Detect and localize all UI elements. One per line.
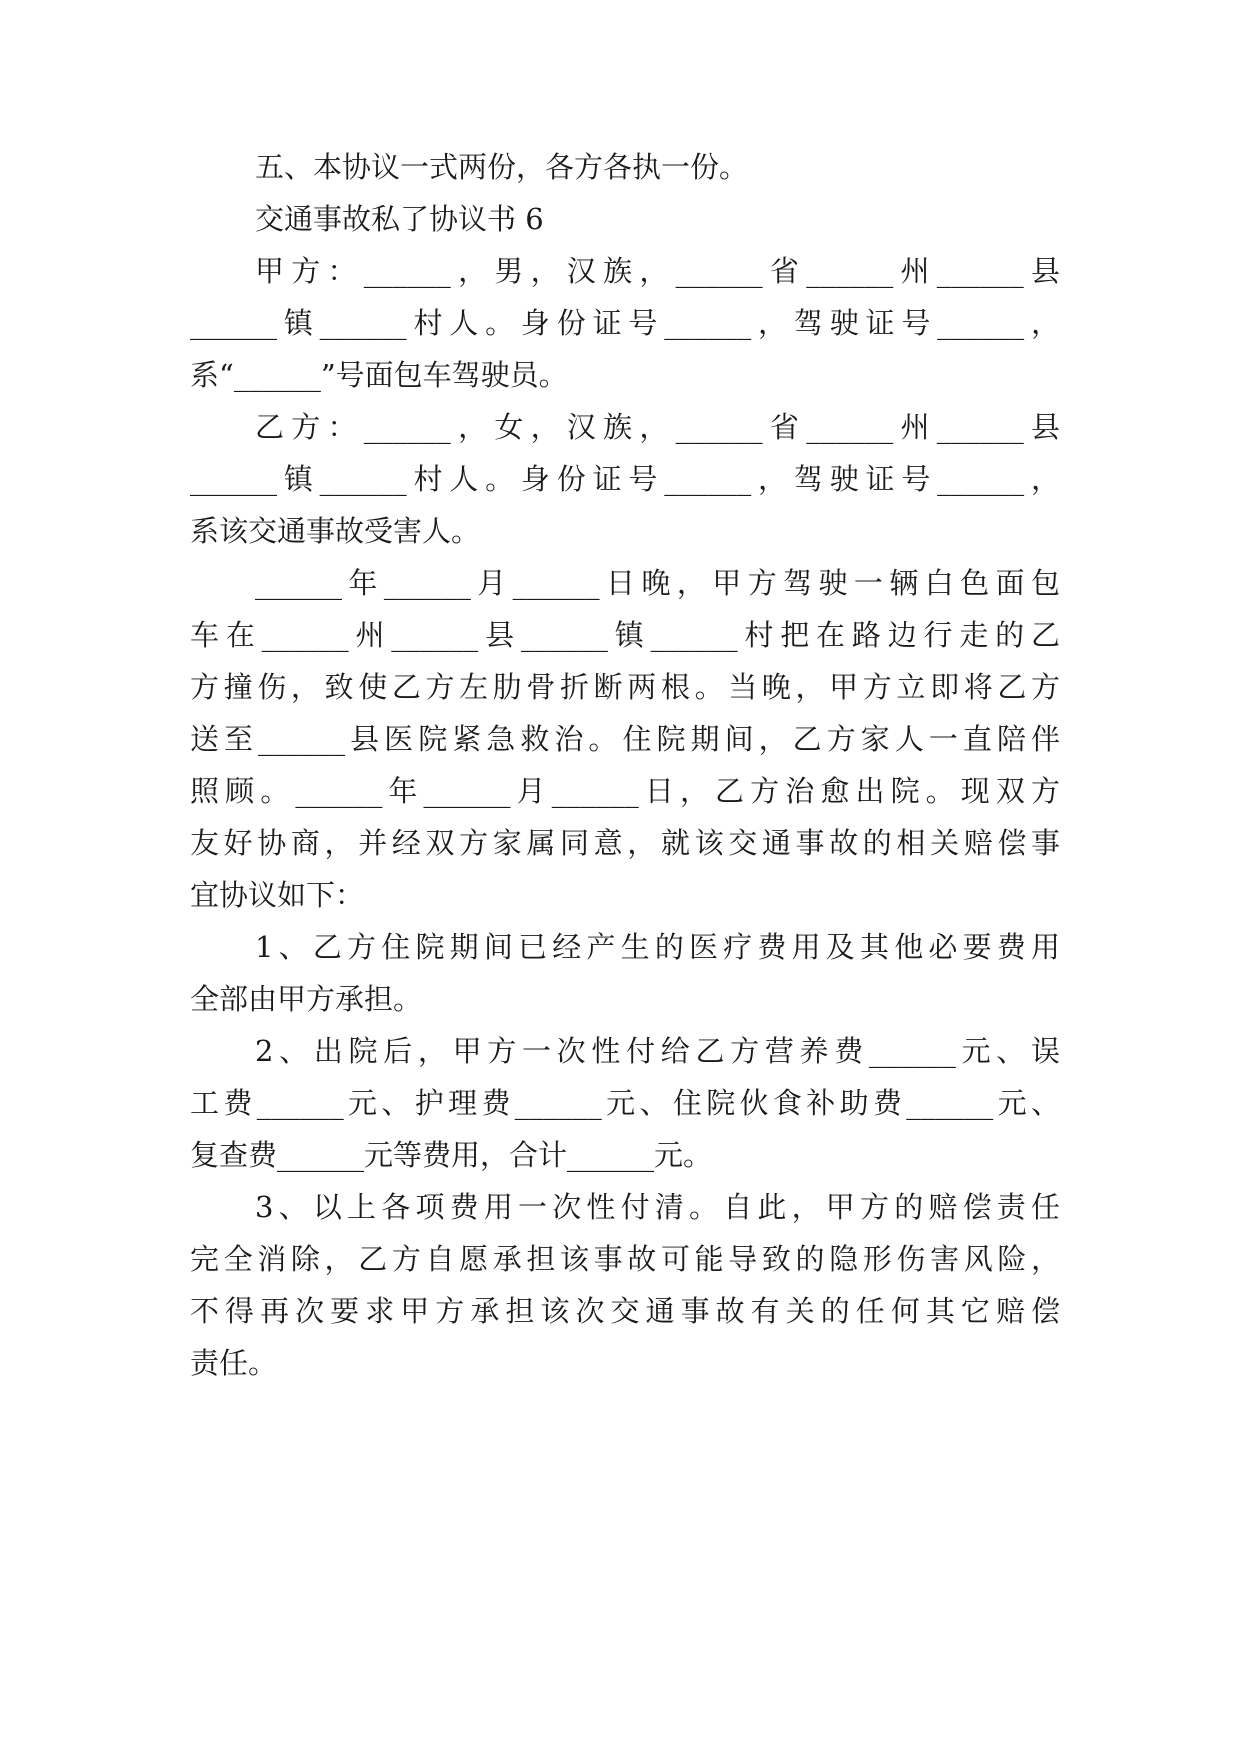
- incident-line-2: 车在______州______县______镇______村把在路边行走的乙: [190, 618, 1060, 652]
- incident-line-5: 照顾。______年______月______日，乙方治愈出院。现双方: [190, 774, 1060, 808]
- incident-line-6: 友好协商，并经双方家属同意，就该交通事故的相关赔偿事: [190, 826, 1060, 860]
- term-two-line-1: 2、出院后，甲方一次性付给乙方营养费______元、误: [255, 1034, 1060, 1068]
- term-two-line-3: 复查费______元等费用，合计______元。: [190, 1138, 713, 1172]
- term-one-line-2: 全部由甲方承担。: [190, 982, 423, 1016]
- term-two-line-2: 工费______元、护理费______元、住院伙食补助费______元、: [190, 1086, 1060, 1120]
- term-three-line-4: 责任。: [190, 1346, 278, 1380]
- incident-line-4: 送至______县医院紧急救治。住院期间，乙方家人一直陪伴: [190, 722, 1060, 756]
- term-three-line-1: 3、以上各项费用一次性付清。自此，甲方的赔偿责任: [255, 1190, 1060, 1224]
- section-title: 交通事故私了协议书 6: [255, 202, 544, 236]
- incident-line-1: ______年______月______日晚，甲方驾驶一辆白色面包: [255, 566, 1060, 600]
- term-one-line-1: 1、乙方住院期间已经产生的医疗费用及其他必要费用: [255, 930, 1060, 964]
- incident-line-7: 宜协议如下：: [190, 878, 365, 912]
- party-b-line-1: 乙方：______，女，汉族，______省______州______县: [255, 410, 1060, 444]
- party-a-line-3: 系“______”号面包车驾驶员。: [190, 358, 568, 392]
- term-three-line-2: 完全消除，乙方自愿承担该事故可能导致的隐形伤害风险，: [190, 1242, 1060, 1276]
- party-b-line-3: 系该交通事故受害人。: [190, 514, 481, 548]
- party-a-line-1: 甲方：______，男，汉族，______省______州______县: [255, 254, 1060, 288]
- party-b-line-2: ______镇______村人。身份证号______，驾驶证号______，: [190, 462, 1060, 496]
- term-three-line-3: 不得再次要求甲方承担该次交通事故有关的任何其它赔偿: [190, 1294, 1060, 1328]
- incident-line-3: 方撞伤，致使乙方左肋骨折断两根。当晚，甲方立即将乙方: [190, 670, 1060, 704]
- clause-five: 五、本协议一式两份，各方各执一份。: [255, 150, 749, 184]
- party-a-line-2: ______镇______村人。身份证号______，驾驶证号______，: [190, 306, 1060, 340]
